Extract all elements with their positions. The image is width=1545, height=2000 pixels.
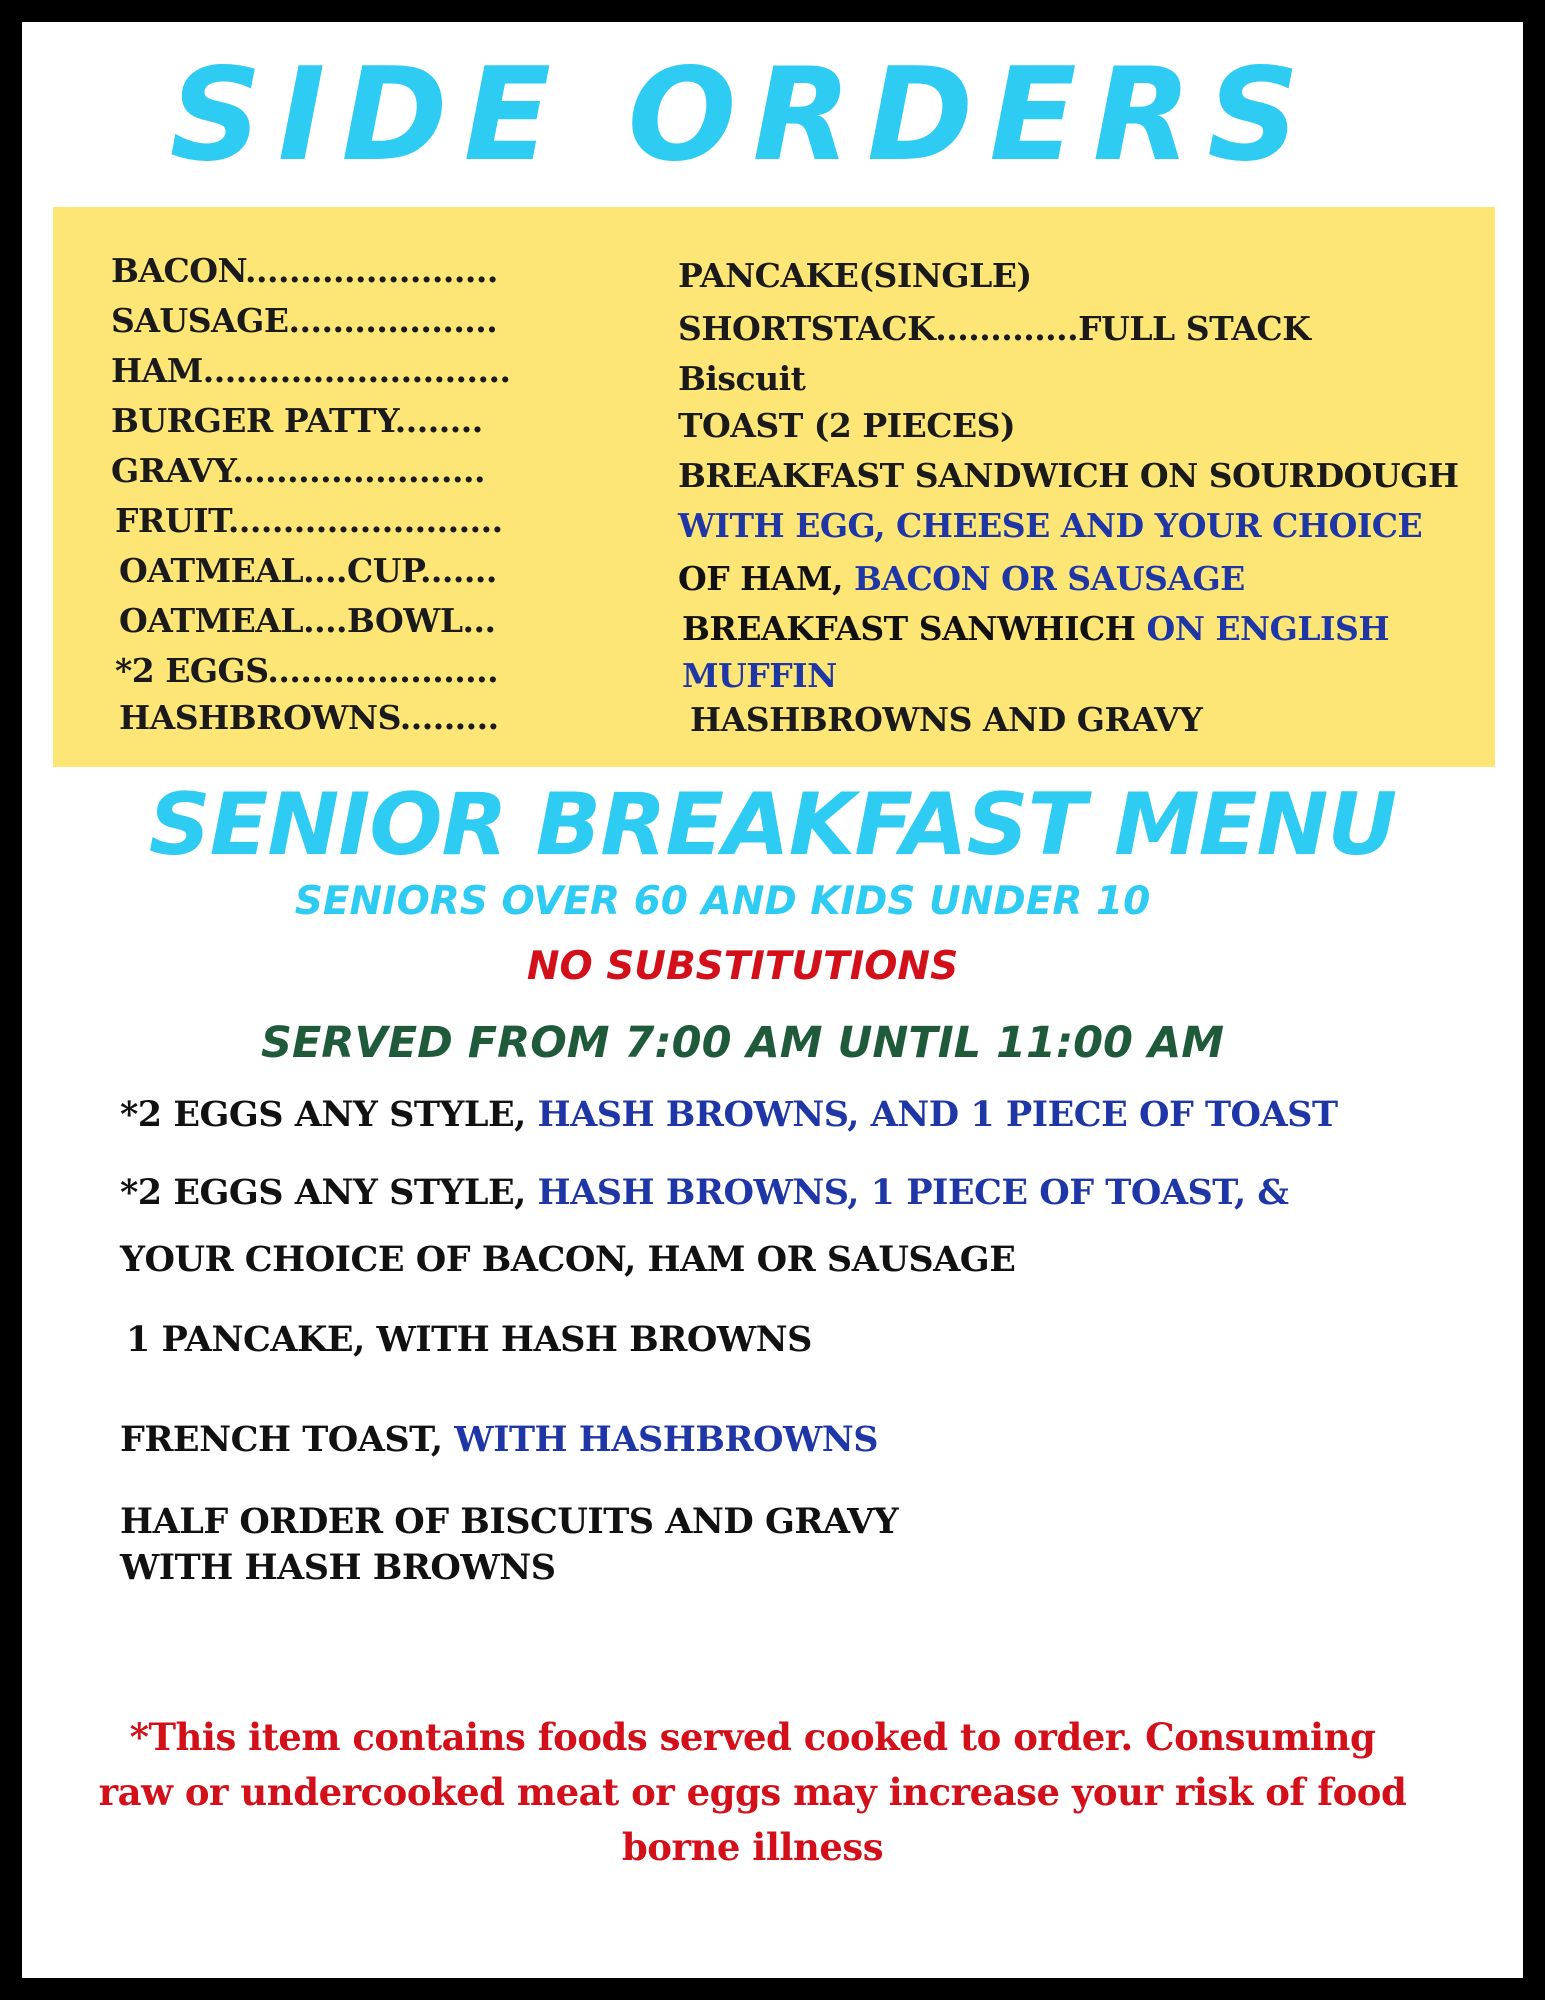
- side-item-eggs: *2 EGGS.....................: [115, 651, 499, 690]
- side-orders-title: SIDE ORDERS: [169, 41, 1316, 190]
- side-item-oatmeal-cup: OATMEAL....CUP.......: [119, 551, 497, 590]
- side-item-pancake-single: PANCAKE(SINGLE): [678, 256, 1032, 295]
- side-item-ham: HAM............................: [111, 351, 511, 390]
- side-item-burger-patty: BURGER PATTY........: [111, 401, 483, 440]
- side-item-shortstack: SHORTSTACK.............FULL STACK: [678, 309, 1311, 348]
- senior-item-5: HALF ORDER OF BISCUITS AND GRAVY: [120, 1501, 899, 1542]
- menu-page: [22, 22, 1523, 1978]
- senior-item-2-line-2: YOUR CHOICE OF BACON, HAM OR SAUSAGE: [120, 1239, 1016, 1280]
- senior-item-2-black: *2 EGGS ANY STYLE,: [120, 1172, 526, 1213]
- senior-item-3: 1 PANCAKE, WITH HASH BROWNS: [126, 1319, 812, 1360]
- senior-item-1: [120, 1094, 1338, 1135]
- sandwich-english-black: BREAKFAST SANWHICH: [682, 609, 1136, 648]
- senior-eligibility: SENIORS OVER 60 AND KIDS UNDER 10: [294, 879, 1151, 924]
- side-item-sandwich-english: [682, 609, 1390, 648]
- side-item-oatmeal-bowl: OATMEAL....BOWL...: [119, 601, 496, 640]
- sandwich-english-blue: ON ENGLISH: [1146, 609, 1390, 648]
- sandwich-desc-2-black: OF HAM,: [678, 559, 843, 598]
- senior-item-4: [120, 1419, 879, 1460]
- senior-item-4-blue: WITH HASHBROWNS: [454, 1419, 879, 1460]
- side-item-sandwich-sourdough: BREAKFAST SANDWICH ON SOURDOUGH: [678, 456, 1459, 495]
- side-item-toast: TOAST (2 PIECES): [678, 406, 1016, 445]
- side-item-sandwich-desc-2: [678, 559, 1245, 598]
- senior-item-2: [120, 1172, 1289, 1213]
- side-item-bacon: BACON.......................: [111, 251, 498, 290]
- sandwich-desc-2-blue: BACON OR SAUSAGE: [853, 559, 1245, 598]
- side-item-hashbrowns-gravy: HASHBROWNS AND GRAVY: [690, 700, 1203, 739]
- side-item-gravy: GRAVY.......................: [111, 451, 485, 490]
- side-item-sausage: SAUSAGE...................: [111, 301, 498, 340]
- side-item-biscuit: Biscuit: [678, 359, 806, 398]
- senior-item-2-blue: HASH BROWNS, 1 PIECE OF TOAST, &: [537, 1172, 1289, 1213]
- disclaimer-line-1: *This item contains foods served cooked to order. Consuming: [129, 1715, 1376, 1759]
- side-item-hashbrowns: HASHBROWNS.........: [119, 698, 499, 737]
- senior-item-1-black: *2 EGGS ANY STYLE,: [120, 1094, 526, 1135]
- no-substitutions: NO SUBSTITUTIONS: [526, 944, 959, 989]
- senior-menu-title: SENIOR BREAKFAST MENU: [148, 775, 1397, 875]
- food-safety-disclaimer: [22, 1710, 1503, 1875]
- senior-item-5-line-2: WITH HASH BROWNS: [120, 1547, 556, 1588]
- side-item-sandwich-desc-1: WITH EGG, CHEESE AND YOUR CHOICE: [678, 506, 1423, 545]
- disclaimer-line-2: raw or undercooked meat or eggs may increase your risk of food: [98, 1770, 1407, 1814]
- senior-item-1-blue: HASH BROWNS, AND 1 PIECE OF TOAST: [537, 1094, 1338, 1135]
- serving-hours: SERVED FROM 7:00 AM UNTIL 11:00 AM: [260, 1018, 1225, 1068]
- senior-item-4-black: FRENCH TOAST,: [120, 1419, 443, 1460]
- side-item-sandwich-english-muffin: MUFFIN: [682, 656, 837, 695]
- disclaimer-line-3: borne illness: [621, 1825, 884, 1869]
- side-item-fruit: FRUIT.........................: [115, 501, 503, 540]
- side-orders-panel: [53, 207, 1495, 767]
